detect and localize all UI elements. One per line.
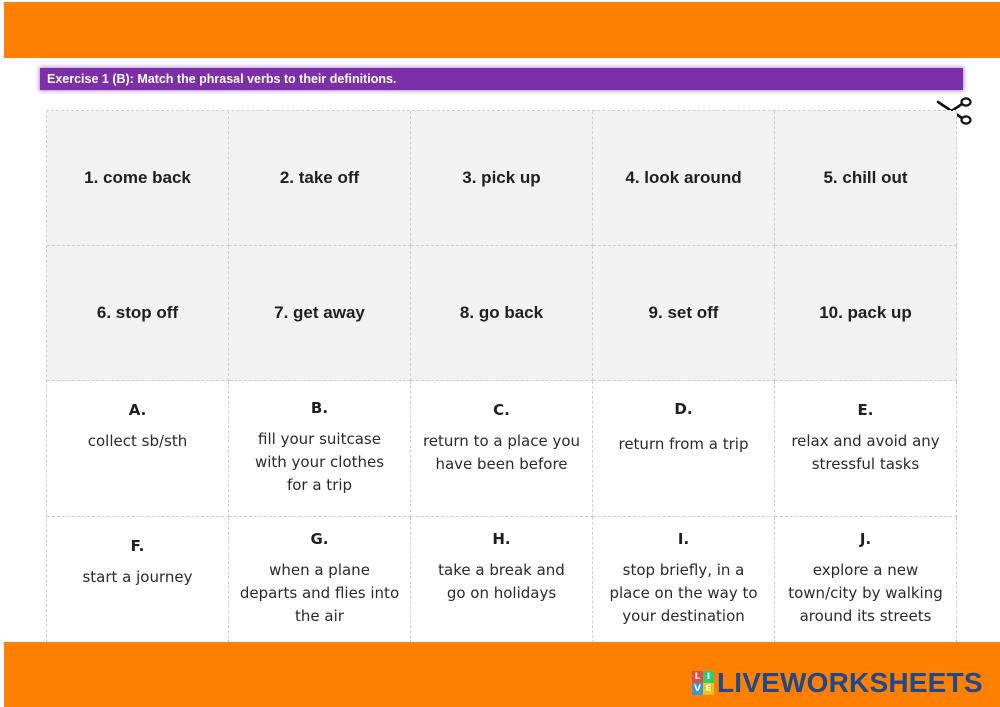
definition-text: fill your suitcase with your clothes for a trip xyxy=(254,430,385,494)
top-banner xyxy=(4,2,1000,58)
definition-letter: J. xyxy=(859,530,872,548)
definition-card[interactable] xyxy=(229,517,411,643)
logo-letter-v: V xyxy=(692,683,703,695)
definition-letter: I. xyxy=(677,530,690,548)
definition-text: when a plane departs and flies into the air xyxy=(239,561,400,625)
definition-card[interactable] xyxy=(47,381,229,517)
verb-label: 7. get away xyxy=(274,303,365,322)
definition-card[interactable] xyxy=(775,381,957,517)
definition-card[interactable] xyxy=(411,381,593,517)
definition-text: explore a new town/city by walking around its streets xyxy=(788,561,943,625)
brand-name: LIVEWORKSHEETS xyxy=(717,667,983,698)
definition-text: return from a trip xyxy=(618,435,749,453)
verb-label: 5. chill out xyxy=(823,168,908,187)
verb-card[interactable] xyxy=(775,111,957,246)
matching-grid xyxy=(46,110,956,642)
definition-text: collect sb/sth xyxy=(87,432,188,450)
definition-text: stop briefly, in a place on the way to your destination xyxy=(609,561,758,625)
verb-label: 8. go back xyxy=(459,303,544,322)
logo-letter-e: E xyxy=(703,683,714,695)
definition-letter: D. xyxy=(674,400,693,418)
definition-text: return to a place you have been before xyxy=(422,432,581,473)
verb-card[interactable] xyxy=(47,111,229,246)
verb-label: 9. set off xyxy=(648,303,719,322)
definition-letter: E. xyxy=(857,401,874,419)
liveworksheets-logo-icon xyxy=(692,671,714,695)
liveworksheets-brand[interactable] xyxy=(692,666,983,700)
definition-text: start a journey xyxy=(82,568,193,586)
definition-card[interactable] xyxy=(411,517,593,643)
definition-letter: A. xyxy=(128,401,147,419)
definition-card[interactable] xyxy=(593,517,775,643)
verb-card[interactable] xyxy=(229,111,411,246)
definition-letter: F. xyxy=(130,537,145,555)
definition-letter: G. xyxy=(310,530,329,548)
logo-letter-l: L xyxy=(692,671,703,683)
definition-text: take a break and go on holidays xyxy=(438,561,565,602)
definition-card[interactable] xyxy=(47,517,229,643)
logo-letter-i: I xyxy=(703,671,714,683)
definition-letter: H. xyxy=(492,530,511,548)
definition-letter: C. xyxy=(493,401,510,419)
verb-label: 3. pick up xyxy=(462,168,541,187)
verb-card[interactable] xyxy=(229,246,411,381)
verb-card[interactable] xyxy=(593,111,775,246)
verb-card[interactable] xyxy=(411,111,593,246)
definition-card[interactable] xyxy=(775,517,957,643)
verb-card[interactable] xyxy=(411,246,593,381)
definition-text: relax and avoid any stressful tasks xyxy=(791,432,940,473)
exercise-title: Exercise 1 (B): Match the phrasal verbs to their definitions. xyxy=(40,68,963,90)
verb-card[interactable] xyxy=(775,246,957,381)
verb-card[interactable] xyxy=(593,246,775,381)
verb-label: 10. pack up xyxy=(819,303,912,322)
verb-label: 1. come back xyxy=(84,168,191,187)
definition-card[interactable] xyxy=(229,381,411,517)
definition-card[interactable] xyxy=(593,381,775,517)
verb-card[interactable] xyxy=(47,246,229,381)
verb-label: 2. take off xyxy=(279,168,360,187)
verb-label: 4. look around xyxy=(625,168,742,187)
definition-letter: B. xyxy=(310,399,329,417)
verb-label: 6. stop off xyxy=(96,303,179,322)
